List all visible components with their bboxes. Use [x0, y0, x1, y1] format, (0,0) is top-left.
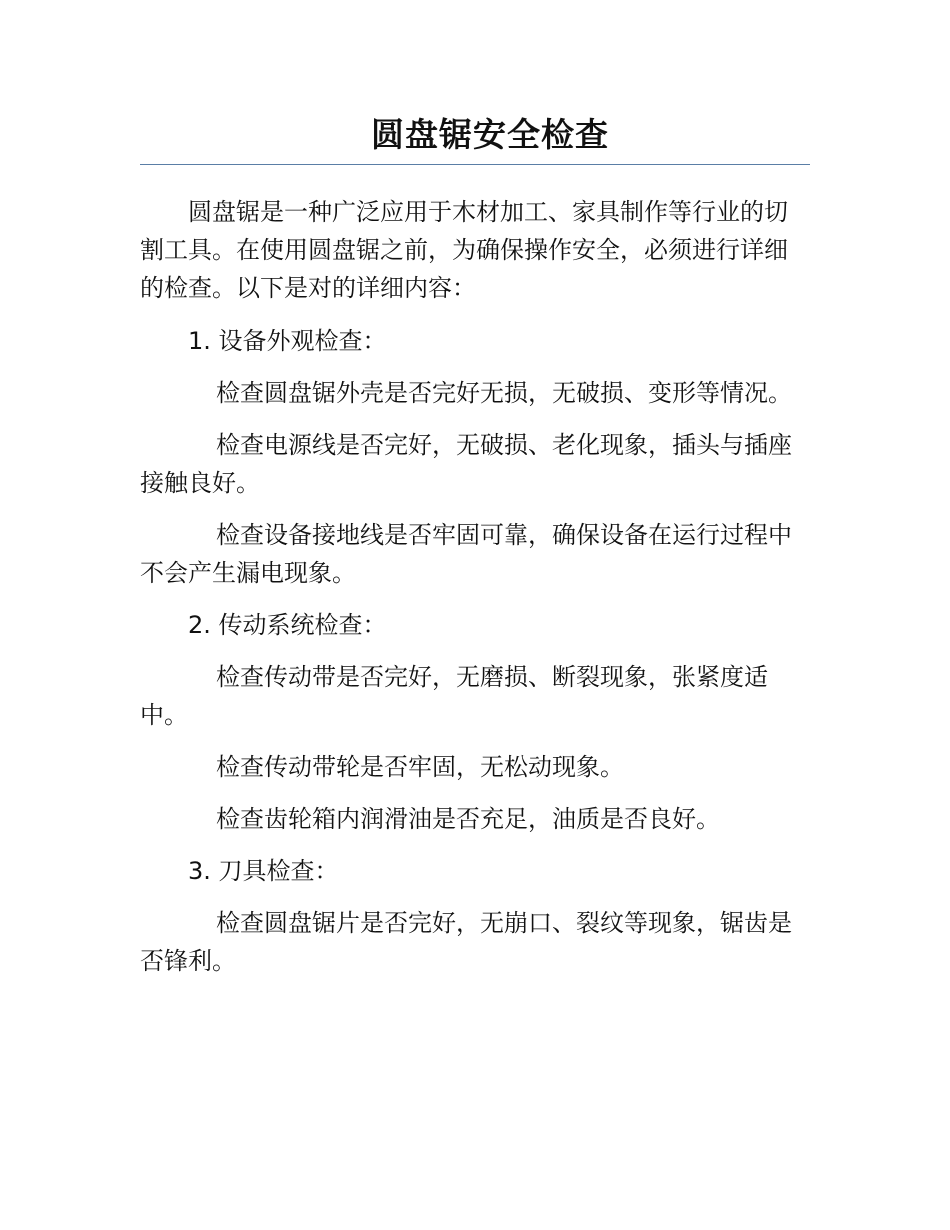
title-underline	[140, 164, 810, 165]
section-heading-transmission: 2. 传动系统检查：	[188, 611, 387, 639]
check-item: 检查设备接地线是否牢固可靠，确保设备在运行过程中不会产生漏电现象。	[140, 521, 792, 587]
intro-paragraph: 圆盘锯是一种广泛应用于木材加工、家具制作等行业的切割工具。在使用圆盘锯之前，为确保操作安全，必须进行详细的检查。以下是对的详细内容：	[140, 198, 788, 302]
section-heading-appearance: 1. 设备外观检查：	[188, 327, 387, 355]
check-item: 检查传动带轮是否牢固，无松动现象。	[216, 753, 624, 781]
section-heading-blade: 3. 刀具检查：	[188, 857, 339, 885]
check-item: 检查齿轮箱内润滑油是否充足，油质是否良好。	[216, 805, 720, 833]
check-item: 检查电源线是否完好，无破损、老化现象，插头与插座接触良好。	[140, 431, 792, 497]
document-title: 圆盘锯安全检查	[371, 115, 609, 154]
document-page	[140, 110, 810, 994]
check-item: 检查圆盘锯片是否完好，无崩口、裂纹等现象，锯齿是否锋利。	[140, 909, 792, 975]
check-item: 检查传动带是否完好，无磨损、断裂现象，张紧度适中。	[140, 663, 768, 729]
check-item: 检查圆盘锯外壳是否完好无损，无破损、变形等情况。	[216, 379, 792, 407]
